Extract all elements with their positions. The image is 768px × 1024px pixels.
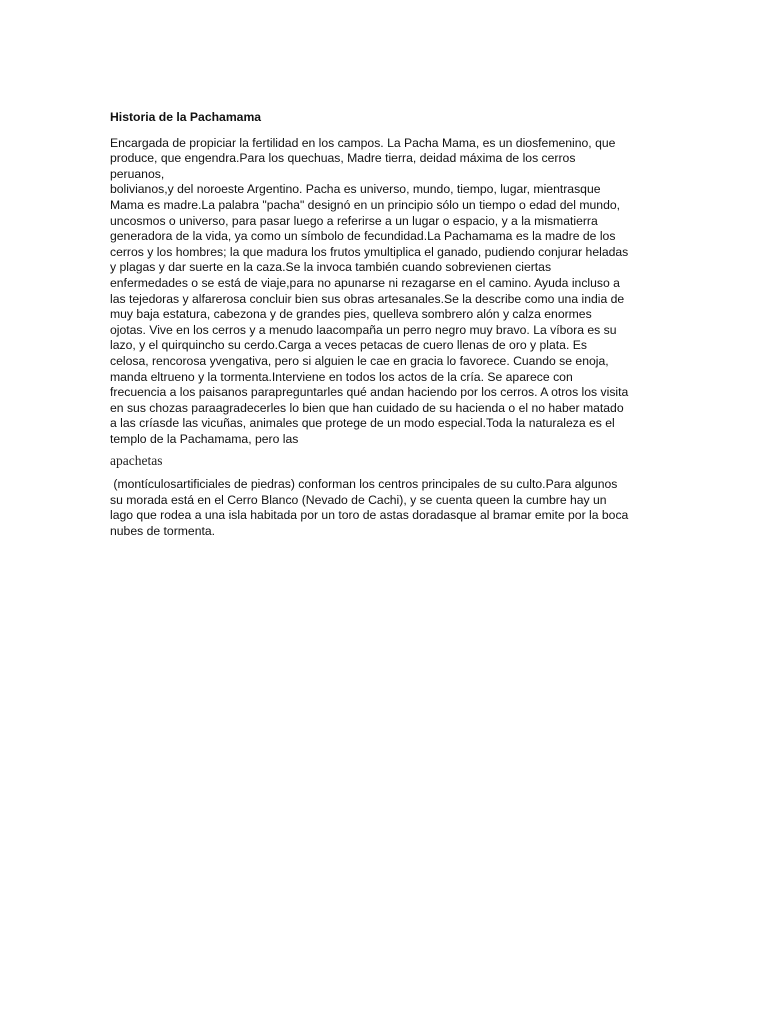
body-paragraph-2 xyxy=(110,477,660,539)
text-line: y plagas y dar suerte en la caza.Se la invoca también cuando sobrevienen ciertas xyxy=(110,260,552,275)
text-line: produce, que engendra.Para los quechuas, Madre tierra, deidad máxima de los cerros xyxy=(110,151,576,166)
text-line: manda eltrueno y la tormenta.Interviene en todos los actos de la cría. Se aparece con xyxy=(110,369,573,384)
text-line: uncosmos o universo, para pasar luego a referirse a un lugar o espacio, y a la mismatierra xyxy=(110,213,598,228)
text-line: cerros y los hombres; la que madura los frutos ymultiplica el ganado, pudiendo conjurar heladas xyxy=(110,244,629,259)
text-line: muy baja estatura, cabezona y de grandes pies, quelleva sombrero alón y calza enormes xyxy=(110,307,592,322)
text-line: nubes de tormenta. xyxy=(110,523,216,538)
text-line: bolivianos,y del noroeste Argentino. Pacha es universo, mundo, tiempo, lugar, mientrasque xyxy=(110,182,601,197)
text-line: Encargada de propiciar la fertilidad en los campos. La Pacha Mama, es un diosfemenino, que xyxy=(110,135,616,150)
document-content xyxy=(110,110,660,539)
text-line: las tejedoras y alfarerosa concluir bien sus obras artesanales.Se la describe como una india de xyxy=(110,291,625,306)
text-line: celosa, rencorosa yvengativa, pero si alguien le cae en gracia lo favorece. Cuando se enoja, xyxy=(110,353,609,368)
subheading-apachetas: apachetas xyxy=(110,453,163,469)
text-line: a las críasde las vicuñas, animales que protege de un modo especial.Toda la naturaleza es el xyxy=(110,416,615,431)
text-line: peruanos, xyxy=(110,166,165,181)
text-line: su morada está en el Cerro Blanco (Nevado de Cachi), y se cuenta queen la cumbre hay un xyxy=(110,492,607,507)
body-paragraph-1 xyxy=(110,136,660,448)
document-title: Historia de la Pachamama xyxy=(110,110,262,124)
text-line: frecuencia a los paisanos parapreguntarles qué andan haciendo por los cerros. A otros los visita xyxy=(110,385,629,400)
text-line: generadora de la vida, ya como un símbolo de fecundidad.La Pachamama es la madre de los xyxy=(110,229,616,244)
text-line: en sus chozas paraagradecerles lo bien que han cuidado de su hacienda o el no haber matado xyxy=(110,400,624,415)
text-line: lazo, y el quirquincho su cerdo.Carga a veces petacas de cuero llenas de oro y plata. Es xyxy=(110,338,587,353)
text-line: ojotas. Vive en los cerros y a menudo laacompaña un perro negro muy bravo. La víbora es su xyxy=(110,322,617,337)
text-line: (montículosartificiales de piedras) conforman los centros principales de su culto.Para algunos xyxy=(110,477,618,492)
text-line: templo de la Pachamama, pero las xyxy=(110,431,299,446)
text-line: Mama es madre.La palabra "pacha" designó en un principio sólo un tiempo o edad del mundo, xyxy=(110,197,621,212)
text-line: enfermedades o se está de viaje,para no apunarse ni rezagarse en el camino. Ayuda incluso a xyxy=(110,275,620,290)
text-line: lago que rodea a una isla habitada por un toro de astas doradasque al bramar emite por la boca xyxy=(110,508,629,523)
